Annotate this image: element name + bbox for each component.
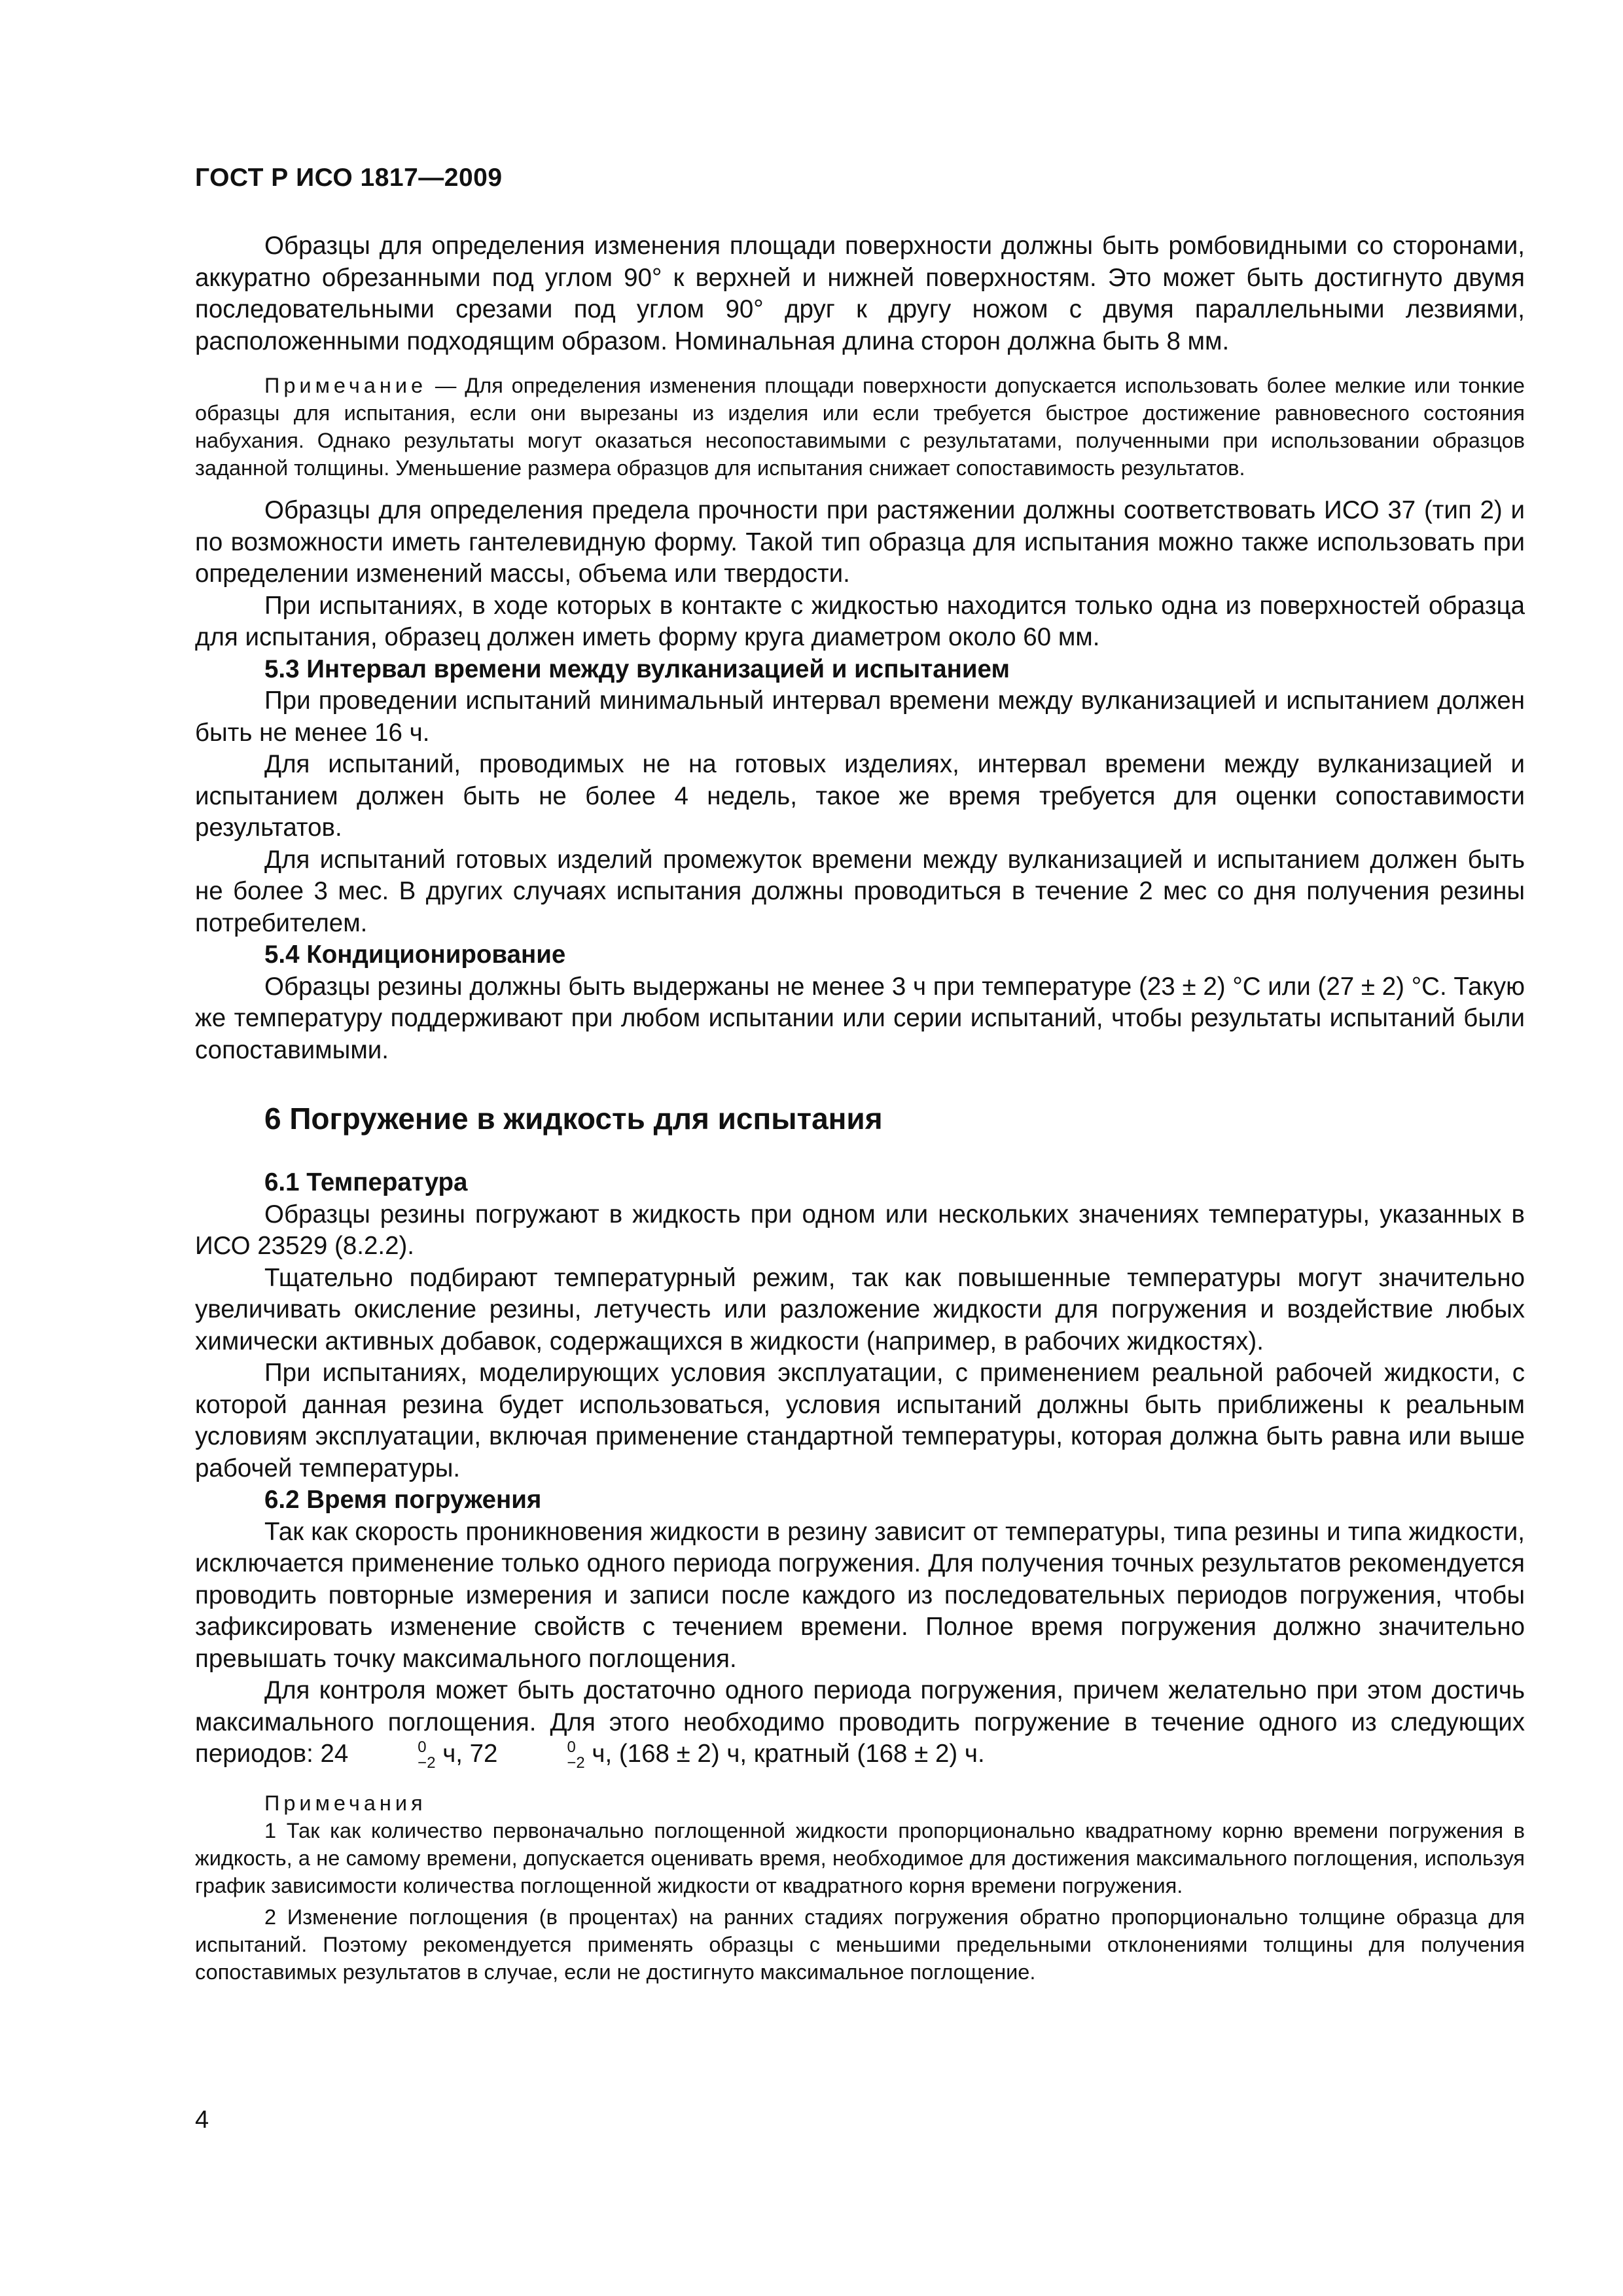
- paragraph: Образцы для определения изменения площади поверхности должны быть ромбовидными со сторонами, аккуратно обрезанными под углом 90° к верхней и нижней поверхностям. Это может быть достигнуто двумя последовательными срезами под углом 90° друг к другу ножом с двумя параллельными лезвиями, расположенными подходящим образом. Номинальная длина сторон должна быть 8 мм.: [195, 232, 1525, 355]
- paragraph: Для испытаний готовых изделий промежуток времени между вулканизацией и испытанием должен быть не более 3 мес. В других случаях испытания должны проводиться в течение 2 мес со дня получения резины потребителем.: [195, 845, 1525, 937]
- note-label: Примечание: [264, 374, 427, 397]
- subsection-heading-6-2: 6.2 Время погружения: [264, 1486, 542, 1514]
- paragraph: Образцы резины должны быть выдержаны не менее 3 ч при температуре (23 ± 2) °С или (27 ± 2) °С. Такую же температуру поддерживают при любом испытании или серии испытаний, чтобы результаты испытаний были сопоставимыми.: [195, 972, 1525, 1064]
- paragraph: Для испытаний, проводимых не на готовых изделиях, интервал времени между вулканизацией и испытанием должен быть не более 4 недель, такое же время требуется для оценки сопоставимости результатов.: [195, 750, 1525, 842]
- subsection-heading-5-4: 5.4 Кондиционирование: [264, 941, 566, 969]
- section-heading-6: 6 Погружение в жидкость для испытания: [264, 1102, 883, 1136]
- note: 1 Так как количество первоначально поглощенной жидкости пропорционально квадратному корню времени погружения в жидкость, а не самому времени, допускается оценивать время, необходимое для достижения максимального поглощения, используя график зависимости количества поглощенной жидкости от квадратного корня времени погружения.: [195, 1818, 1525, 1897]
- tolerance-lower: −2: [418, 1753, 436, 1772]
- paragraph-periods: [195, 1675, 1525, 1771]
- paragraph: Тщательно подбирают температурный режим, так как повышенные температуры могут значительно увеличивать окисление резины, летучесть или разложение жидкости для погружения и воздействие любых химически активных добавок, содержащихся в жидкости (например, в рабочих жидкостях).: [195, 1263, 1525, 1355]
- notes-label: [195, 1789, 1525, 1817]
- text-run: Для контроля может быть достаточно одного периода погружения, причем желательно при этом достичь максимального поглощения. Для этого необходимо проводить погружение в течение одного из следующих периодов: 24: [195, 1676, 1525, 1768]
- note: 2 Изменение поглощения (в процентах) на ранних стадиях погружения обратно пропорционально толщине образца для испытаний. Поэтому рекомендуется применять образцы с меньшими предельными отклонениями толщины для получения сопоставимых результатов в случае, если не достигнуто максимальное поглощение.: [195, 1905, 1525, 1984]
- paragraph: Образцы резины погружают в жидкость при одном или нескольких значениях температуры, указанных в ИСО 23529 (8.2.2).: [195, 1200, 1525, 1260]
- paragraph: Образцы для определения предела прочности при растяжении должны соответствовать ИСО 37 (тип 2) и по возможности иметь гантелевидную форму. Такой тип образца для испытания можно также использовать при определении изменений массы, объема или твердости.: [195, 496, 1525, 588]
- document-body: [195, 230, 1525, 1986]
- paragraph: При испытаниях, моделирующих условия эксплуатации, с применением реальной рабочей жидкости, с которой данная резина будет использоваться, условия испытаний должны быть приближены к реальным условиям эксплуатации, включая применение стандартной температуры, которая должна быть равна или выше рабочей температуры.: [195, 1359, 1525, 1482]
- notes-label-text: Примечания: [264, 1791, 427, 1815]
- tolerance: [497, 1740, 584, 1771]
- tolerance-lower: −2: [567, 1753, 585, 1772]
- note-text: — Для определения изменения площади поверхности допускается использовать более мелкие или тонкие образцы для испытания, если они вырезаны из изделия или если требуется быстрое достижение равновесного состояния набухания. Однако результаты могут оказаться несопоставимыми с результатами, полученными при использовании образцов заданной толщины. Уменьшение размера образцов для испытания снижает сопоставимость результатов.: [195, 374, 1525, 480]
- text-run: ч, 72: [435, 1740, 498, 1768]
- paragraph: При проведении испытаний минимальный интервал времени между вулканизацией и испытанием должен быть не менее 16 ч.: [195, 687, 1525, 747]
- note: [195, 372, 1525, 482]
- subsection-heading-6-1: 6.1 Температура: [264, 1168, 468, 1196]
- tolerance-upper: 0: [418, 1738, 427, 1756]
- tolerance-upper: 0: [567, 1738, 576, 1756]
- document-header: ГОСТ Р ИСО 1817—2009: [195, 164, 503, 192]
- paragraph: При испытаниях, в ходе которых в контакте с жидкостью находится только одна из поверхностей образца для испытания, образец должен иметь форму круга диаметром около 60 мм.: [195, 591, 1525, 651]
- subsection-heading-5-3: 5.3 Интервал времени между вулканизацией и испытанием: [264, 655, 1010, 683]
- tolerance: [348, 1740, 435, 1771]
- paragraph: Так как скорость проникновения жидкости в резину зависит от температуры, типа резины и типа жидкости, исключается применение только одного периода погружения. Для получения точных результатов рекомендуется проводить повторные измерения и записи после каждого из последовательных периодов погружения, чтобы зафиксировать изменение свойств с течением времени. Полное время погружения должно значительно превышать точку максимального поглощения.: [195, 1517, 1525, 1673]
- page-number: 4: [195, 2106, 209, 2134]
- text-run: ч, (168 ± 2) ч, кратный (168 ± 2) ч.: [584, 1740, 985, 1768]
